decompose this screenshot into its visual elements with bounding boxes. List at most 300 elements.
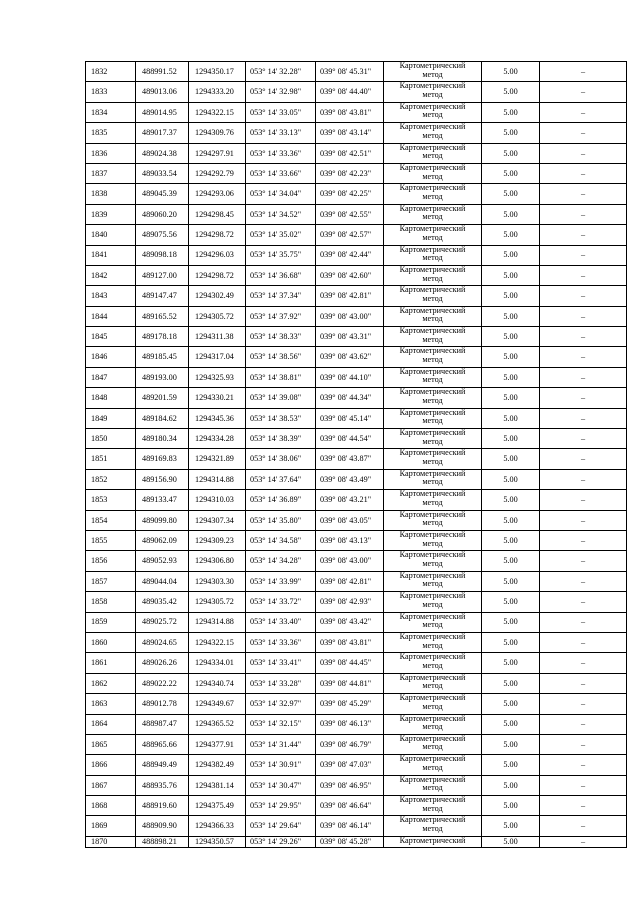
table-row [86,551,627,571]
table-row [86,734,627,754]
precision-cell: 5.00 [482,245,540,265]
precision-cell: 5.00 [482,592,540,612]
coord-x-cell: 489099.80 [136,510,189,530]
coord-x-cell: 489062.09 [136,530,189,550]
coord-x-cell: 489060.20 [136,204,189,224]
point-number-cell: 1850 [86,429,136,449]
coord-y-cell: 1294307.34 [189,510,246,530]
coord-y-cell: 1294340.74 [189,673,246,693]
method-label-cont: метод [422,824,443,834]
precision-cell: 5.00 [482,163,540,183]
method-cell [384,225,482,245]
table-row [86,796,627,816]
description-cell: – [540,123,627,143]
precision-cell: 5.00 [482,510,540,530]
precision-cell: 5.00 [482,551,540,571]
method-label: Картометрический [399,367,466,376]
coord-y-cell: 1294305.72 [189,306,246,326]
method-cell [384,653,482,673]
point-number-cell: 1866 [86,755,136,775]
latitude-cell: 053° 14' 37.34" [246,286,316,306]
method-label: Картометрический [399,693,466,703]
table-row [86,836,627,847]
method-label: Картометрический [399,673,466,682]
method-cell [384,694,482,714]
longitude-cell: 039° 08' 43.13" [316,530,384,550]
table-row [86,265,627,285]
method-label: Картометрический [399,245,466,254]
table-row [86,82,627,102]
latitude-cell: 053° 14' 37.64" [246,469,316,489]
table-row [86,163,627,183]
coord-x-cell: 489024.38 [136,143,189,163]
table-row [86,347,627,367]
table-row [86,571,627,591]
method-label: Картометрический [399,489,466,499]
method-label: Картометрический [399,102,466,111]
precision-cell: 5.00 [482,388,540,408]
longitude-cell: 039° 08' 44.40" [316,82,384,102]
coord-y-cell: 1294310.03 [189,490,246,510]
coord-y-cell: 1294334.01 [189,653,246,673]
table-row [86,245,627,265]
longitude-cell: 039° 08' 44.34" [316,388,384,408]
precision-cell: 5.00 [482,123,540,143]
latitude-cell: 053° 14' 32.28" [246,62,316,82]
table-row [86,143,627,163]
table-body [86,62,627,848]
method-label-cont: метод [422,232,443,242]
method-cell [384,796,482,816]
coord-y-cell: 1294325.93 [189,367,246,387]
description-cell: – [540,306,627,326]
longitude-cell: 039° 08' 43.21" [316,490,384,510]
method-label-cont: метод [422,314,443,324]
latitude-cell: 053° 14' 38.53" [246,408,316,428]
coord-x-cell: 488987.47 [136,714,189,734]
method-label-cont: метод [422,742,443,752]
latitude-cell: 053° 14' 38.81" [246,367,316,387]
coord-x-cell: 489185.45 [136,347,189,367]
precision-cell: 5.00 [482,204,540,224]
method-cell [384,490,482,510]
method-label: Картометрический [399,224,466,234]
table-row [86,816,627,836]
method-cell [384,816,482,836]
method-label: Картометрический [399,510,466,519]
method-label: Картометрический [399,754,466,764]
point-number-cell: 1855 [86,530,136,550]
longitude-cell: 039° 08' 45.29" [316,694,384,714]
coord-y-cell: 1294345.36 [189,408,246,428]
point-number-cell: 1862 [86,673,136,693]
point-number-cell: 1852 [86,469,136,489]
latitude-cell: 053° 14' 39.08" [246,388,316,408]
latitude-cell: 053° 14' 30.91" [246,755,316,775]
point-number-cell: 1847 [86,367,136,387]
method-label-cont: метод [422,130,443,140]
table-row [86,102,627,122]
longitude-cell: 039° 08' 45.31" [316,62,384,82]
table-row [86,653,627,673]
method-cell [384,388,482,408]
latitude-cell: 053° 14' 33.36" [246,143,316,163]
latitude-cell: 053° 14' 29.26" [246,836,316,847]
point-number-cell: 1840 [86,225,136,245]
longitude-cell: 039° 08' 46.95" [316,775,384,795]
method-cell [384,612,482,632]
point-number-cell: 1848 [86,388,136,408]
description-cell: – [540,388,627,408]
coord-x-cell: 489075.56 [136,225,189,245]
method-cell [384,429,482,449]
table-row [86,388,627,408]
method-cell [384,143,482,163]
point-number-cell: 1839 [86,204,136,224]
description-cell: – [540,530,627,550]
method-label: Картометрический [399,346,466,356]
precision-cell: 5.00 [482,734,540,754]
method-cell [384,755,482,775]
coord-x-cell: 489156.90 [136,469,189,489]
coord-y-cell: 1294309.23 [189,530,246,550]
method-label-cont: метод [422,191,443,201]
latitude-cell: 053° 14' 34.52" [246,204,316,224]
method-label: Картометрический [399,163,466,172]
coord-x-cell: 489178.18 [136,327,189,347]
description-cell: – [540,184,627,204]
table-row [86,367,627,387]
latitude-cell: 053° 14' 33.72" [246,592,316,612]
method-label: Картометрический [399,408,466,417]
point-number-cell: 1868 [86,796,136,816]
point-number-cell: 1834 [86,102,136,122]
longitude-cell: 039° 08' 47.03" [316,755,384,775]
longitude-cell: 039° 08' 44.45" [316,653,384,673]
method-label: Картометрический [399,775,466,784]
point-number-cell: 1867 [86,775,136,795]
method-cell [384,530,482,550]
coord-x-cell: 488965.66 [136,734,189,754]
precision-cell: 5.00 [482,653,540,673]
latitude-cell: 053° 14' 35.80" [246,510,316,530]
method-label: Картометрический [399,734,466,743]
coord-x-cell: 488898.21 [136,836,189,847]
precision-cell: 5.00 [482,775,540,795]
description-cell: – [540,551,627,571]
method-label: Картометрический [399,469,466,478]
table-row [86,429,627,449]
latitude-cell: 053° 14' 34.58" [246,530,316,550]
latitude-cell: 053° 14' 34.04" [246,184,316,204]
method-cell [384,62,482,82]
longitude-cell: 039° 08' 43.42" [316,612,384,632]
latitude-cell: 053° 14' 32.98" [246,82,316,102]
table-row [86,694,627,714]
coord-x-cell: 489180.34 [136,429,189,449]
coord-x-cell: 489165.52 [136,306,189,326]
description-cell: – [540,612,627,632]
method-label-cont: метод [422,436,443,446]
method-label-cont: метод [422,620,443,630]
description-cell: – [540,265,627,285]
method-label-cont: метод [422,253,443,263]
point-number-cell: 1864 [86,714,136,734]
longitude-cell: 039° 08' 43.05" [316,510,384,530]
description-cell: – [540,673,627,693]
table-row [86,632,627,652]
point-number-cell: 1859 [86,612,136,632]
latitude-cell: 053° 14' 38.56" [246,347,316,367]
table-row [86,673,627,693]
table-row [86,286,627,306]
method-cell [384,836,482,847]
method-cell [384,449,482,469]
method-label-cont: метод [422,334,443,344]
method-cell [384,714,482,734]
longitude-cell: 039° 08' 42.93" [316,592,384,612]
method-label-cont: метод [422,640,443,650]
description-cell: – [540,836,627,847]
coord-y-cell: 1294366.33 [189,816,246,836]
table-row [86,62,627,82]
longitude-cell: 039° 08' 44.10" [316,367,384,387]
description-cell: – [540,632,627,652]
method-cell [384,327,482,347]
coord-x-cell: 489201.59 [136,388,189,408]
method-label-cont: метод [422,151,443,161]
coord-y-cell: 1294298.72 [189,265,246,285]
description-cell: – [540,510,627,530]
description-cell: – [540,490,627,510]
point-number-cell: 1845 [86,327,136,347]
precision-cell: 5.00 [482,143,540,163]
method-label-cont: метод [422,171,443,181]
latitude-cell: 053° 14' 34.28" [246,551,316,571]
longitude-cell: 039° 08' 46.13" [316,714,384,734]
point-number-cell: 1842 [86,265,136,285]
longitude-cell: 039° 08' 42.23" [316,163,384,183]
method-label: Картометрический [399,836,466,845]
description-cell: – [540,408,627,428]
description-cell: – [540,571,627,591]
coord-y-cell: 1294322.15 [189,102,246,122]
table-row [86,612,627,632]
latitude-cell: 053° 14' 38.33" [246,327,316,347]
method-cell [384,184,482,204]
description-cell: – [540,694,627,714]
method-label-cont: метод [422,681,443,691]
latitude-cell: 053° 14' 38.39" [246,429,316,449]
method-label: Картометрический [399,204,466,213]
longitude-cell: 039° 08' 46.14" [316,816,384,836]
latitude-cell: 053° 14' 33.36" [246,632,316,652]
coord-y-cell: 1294296.03 [189,245,246,265]
method-label: Картометрический [399,530,466,539]
point-number-cell: 1860 [86,632,136,652]
description-cell: – [540,225,627,245]
method-label: Картометрический [399,550,466,560]
description-cell: – [540,653,627,673]
coord-x-cell: 489033.54 [136,163,189,183]
description-cell: – [540,592,627,612]
point-number-cell: 1854 [86,510,136,530]
coord-x-cell: 489024.65 [136,632,189,652]
coord-x-cell: 489022.22 [136,673,189,693]
table-row [86,755,627,775]
description-cell: – [540,796,627,816]
coord-y-cell: 1294297.91 [189,143,246,163]
method-cell [384,673,482,693]
method-cell [384,510,482,530]
coord-x-cell: 489044.04 [136,571,189,591]
latitude-cell: 053° 14' 33.13" [246,123,316,143]
coord-y-cell: 1294292.79 [189,163,246,183]
latitude-cell: 053° 14' 33.66" [246,163,316,183]
coord-y-cell: 1294303.30 [189,571,246,591]
coord-y-cell: 1294298.72 [189,225,246,245]
method-label: Картометрический [399,143,466,152]
latitude-cell: 053° 14' 38.06" [246,449,316,469]
method-label-cont: метод [422,558,443,568]
coord-y-cell: 1294334.28 [189,429,246,449]
description-cell: – [540,204,627,224]
precision-cell: 5.00 [482,327,540,347]
longitude-cell: 039° 08' 42.55" [316,204,384,224]
method-label-cont: метод [422,783,443,793]
method-cell [384,632,482,652]
precision-cell: 5.00 [482,632,540,652]
precision-cell: 5.00 [482,612,540,632]
longitude-cell: 039° 08' 42.81" [316,286,384,306]
coord-x-cell: 489017.37 [136,123,189,143]
point-number-cell: 1851 [86,449,136,469]
description-cell: – [540,347,627,367]
method-label: Картометрический [399,122,466,132]
precision-cell: 5.00 [482,796,540,816]
method-cell [384,245,482,265]
longitude-cell: 039° 08' 42.81" [316,571,384,591]
method-label: Картометрический [399,612,466,621]
longitude-cell: 039° 08' 42.25" [316,184,384,204]
method-cell [384,204,482,224]
description-cell: – [540,449,627,469]
point-number-cell: 1836 [86,143,136,163]
table-row [86,530,627,550]
method-label: Картометрический [399,714,466,723]
method-label: Картометрический [399,265,466,274]
precision-cell: 5.00 [482,184,540,204]
longitude-cell: 039° 08' 45.14" [316,408,384,428]
method-cell [384,163,482,183]
longitude-cell: 039° 08' 42.44" [316,245,384,265]
longitude-cell: 039° 08' 42.60" [316,265,384,285]
precision-cell: 5.00 [482,367,540,387]
coord-x-cell: 488909.90 [136,816,189,836]
latitude-cell: 053° 14' 35.02" [246,225,316,245]
table-row [86,775,627,795]
coord-x-cell: 488991.52 [136,62,189,82]
longitude-cell: 039° 08' 43.81" [316,632,384,652]
description-cell: – [540,775,627,795]
coord-y-cell: 1294314.88 [189,612,246,632]
coord-y-cell: 1294298.45 [189,204,246,224]
point-number-cell: 1835 [86,123,136,143]
coord-y-cell: 1294317.04 [189,347,246,367]
precision-cell: 5.00 [482,530,540,550]
coord-y-cell: 1294302.49 [189,286,246,306]
method-label-cont: метод [422,69,443,79]
precision-cell: 5.00 [482,306,540,326]
longitude-cell: 039° 08' 43.00" [316,551,384,571]
precision-cell: 5.00 [482,755,540,775]
precision-cell: 5.00 [482,449,540,469]
table-row [86,449,627,469]
point-number-cell: 1857 [86,571,136,591]
description-cell: – [540,367,627,387]
coord-y-cell: 1294350.17 [189,62,246,82]
coord-y-cell: 1294311.38 [189,327,246,347]
latitude-cell: 053° 14' 29.95" [246,796,316,816]
point-number-cell: 1841 [86,245,136,265]
latitude-cell: 053° 14' 37.92" [246,306,316,326]
precision-cell: 5.00 [482,265,540,285]
method-label-cont: метод [422,293,443,303]
precision-cell: 5.00 [482,816,540,836]
description-cell: – [540,429,627,449]
description-cell: – [540,327,627,347]
latitude-cell: 053° 14' 33.41" [246,653,316,673]
longitude-cell: 039° 08' 42.51" [316,143,384,163]
coord-y-cell: 1294314.88 [189,469,246,489]
precision-cell: 5.00 [482,82,540,102]
method-cell [384,367,482,387]
table-row [86,469,627,489]
method-cell [384,592,482,612]
longitude-cell: 039° 08' 43.81" [316,102,384,122]
longitude-cell: 039° 08' 44.54" [316,429,384,449]
longitude-cell: 039° 08' 42.57" [316,225,384,245]
table-row [86,306,627,326]
point-number-cell: 1846 [86,347,136,367]
latitude-cell: 053° 14' 29.64" [246,816,316,836]
point-number-cell: 1853 [86,490,136,510]
description-cell: – [540,102,627,122]
longitude-cell: 039° 08' 43.14" [316,123,384,143]
method-label-cont: метод [422,416,443,426]
longitude-cell: 039° 08' 45.28" [316,836,384,847]
longitude-cell: 039° 08' 46.64" [316,796,384,816]
precision-cell: 5.00 [482,408,540,428]
method-label-cont: метод [422,660,443,670]
coord-y-cell: 1294377.91 [189,734,246,754]
method-cell [384,82,482,102]
precision-cell: 5.00 [482,469,540,489]
method-cell [384,286,482,306]
point-number-cell: 1869 [86,816,136,836]
point-number-cell: 1838 [86,184,136,204]
longitude-cell: 039° 08' 43.87" [316,449,384,469]
method-label-cont: метод [422,273,443,283]
coord-x-cell: 489014.95 [136,102,189,122]
method-label-cont: метод [422,722,443,732]
method-label-cont: метод [422,395,443,405]
method-label-cont: метод [422,110,443,120]
precision-cell: 5.00 [482,571,540,591]
table-row [86,714,627,734]
method-label: Картометрический [399,183,466,193]
longitude-cell: 039° 08' 46.79" [316,734,384,754]
